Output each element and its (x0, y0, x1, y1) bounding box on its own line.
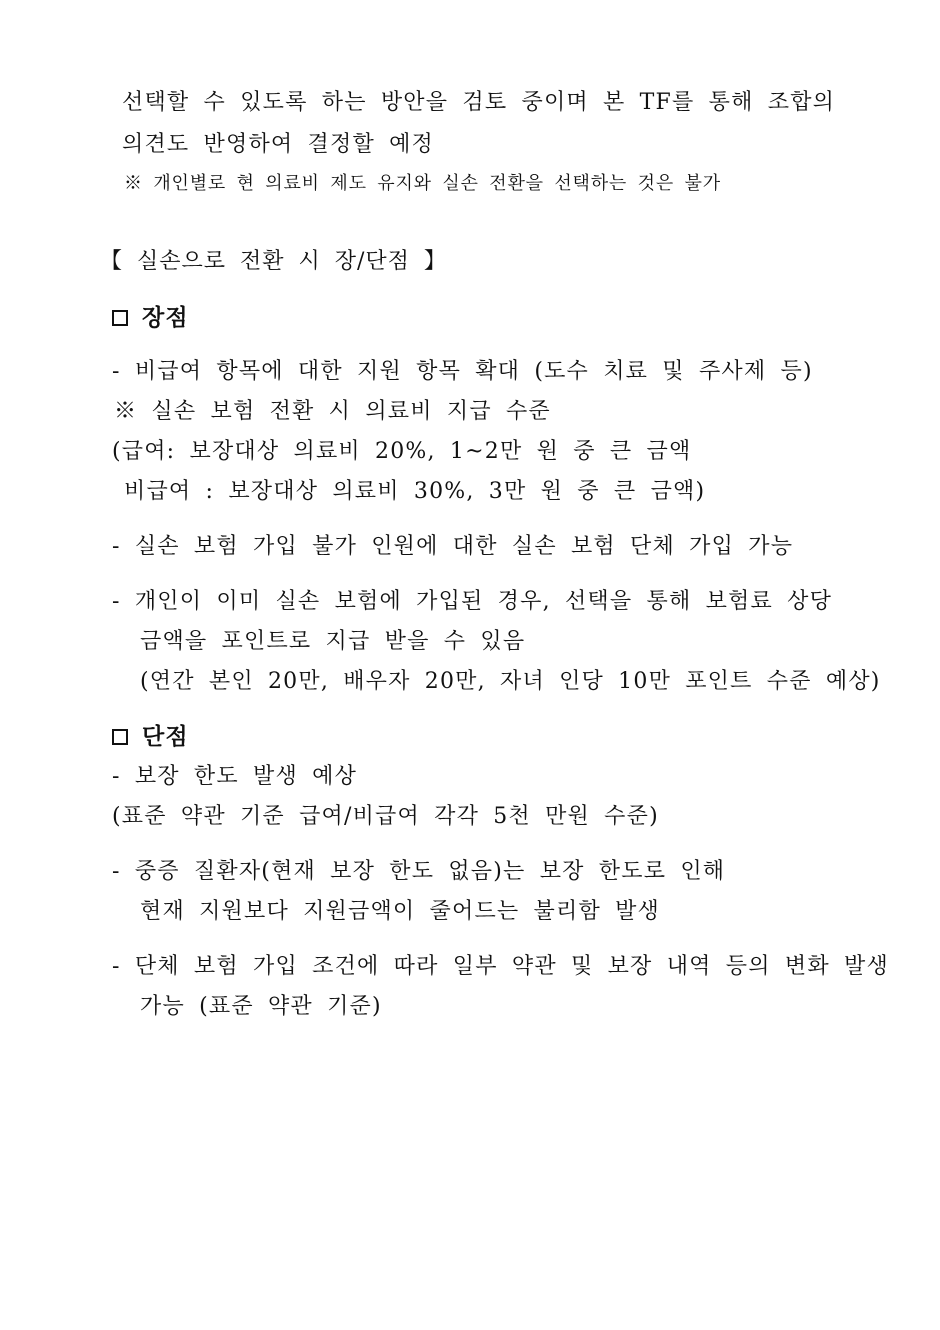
checkbox-square-icon (112, 310, 128, 326)
cons-item-2-line-2: 현재 지원보다 지원금액이 줄어드는 불리함 발생 (140, 899, 661, 924)
pros-item-1: - 비급여 항목에 대한 지원 항목 확대 (도수 치료 및 주사제 등) (112, 359, 813, 384)
cons-item-3-line-1: - 단체 보험 가입 조건에 따라 일부 약관 및 보장 내역 등의 변화 발생 (112, 954, 889, 979)
cons-heading (112, 722, 189, 752)
cons-item-2-line-1: - 중증 질환자(현재 보장 한도 없음)는 보장 한도로 인해 (112, 859, 726, 884)
cons-heading-label: 단점 (142, 723, 189, 750)
pros-note-2: (급여: 보장대상 의료비 20%, 1~2만 원 중 큰 금액 (112, 439, 692, 464)
pros-note-1: ※ 실손 보험 전환 시 의료비 지급 수준 (114, 399, 551, 424)
cons-item-1: - 보장 한도 발생 예상 (112, 764, 358, 789)
intro-line-1: 선택할 수 있도록 하는 방안을 검토 중이며 본 TF를 통해 조합의 (122, 90, 836, 115)
section-title: 【 실손으로 전환 시 장/단점 】 (100, 249, 447, 274)
cons-item-1-detail: (표준 약관 기준 급여/비급여 각각 5천 만원 수준) (112, 804, 659, 829)
intro-line-2: 의견도 반영하여 결정할 예정 (122, 132, 435, 157)
pros-item-3-line-2: 금액을 포인트로 지급 받을 수 있음 (140, 629, 526, 654)
cons-item-3-line-2: 가능 (표준 약관 기준) (140, 994, 382, 1019)
checkbox-square-icon (112, 729, 128, 745)
pros-heading-label: 장점 (142, 304, 189, 331)
pros-note-3: 비급여 : 보장대상 의료비 30%, 3만 원 중 큰 금액) (124, 479, 706, 504)
pros-item-3-line-3: (연간 본인 20만, 배우자 20만, 자녀 인당 10만 포인트 수준 예상) (140, 669, 881, 694)
pros-heading (112, 303, 189, 333)
pros-item-3-line-1: - 개인이 이미 실손 보험에 가입된 경우, 선택을 통해 보험료 상당 (112, 589, 833, 614)
intro-note: ※ 개인별로 현 의료비 제도 유지와 실손 전환을 선택하는 것은 불가 (124, 173, 721, 194)
pros-item-2: - 실손 보험 가입 불가 인원에 대한 실손 보험 단체 가입 가능 (112, 534, 794, 559)
